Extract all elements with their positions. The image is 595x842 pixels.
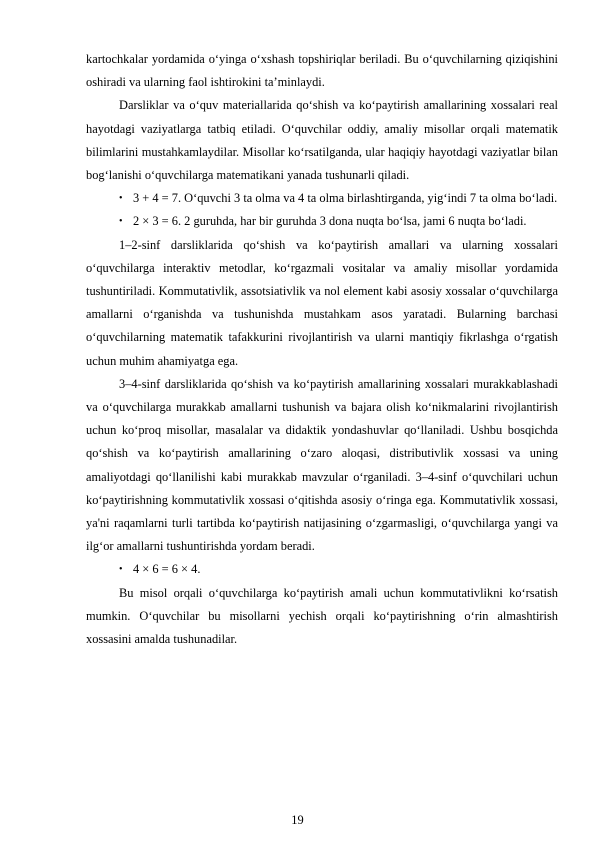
document-body: [86, 48, 558, 651]
bullet-item-multiplication-example: [86, 210, 558, 233]
bullet-icon: •: [119, 193, 123, 205]
bullet-text: 4 × 6 = 6 × 4.: [133, 562, 201, 577]
bullet-icon: •: [119, 216, 123, 228]
page-number: 19: [291, 813, 304, 827]
bullet-item-addition-example: [86, 187, 558, 210]
bullet-text: 2 × 3 = 6. 2 guruhda, har bir guruhda 3 dona nuqta bo‘lsa, jami 6 nuqta bo‘ladi.: [133, 214, 527, 229]
bullet-item-commutativity-example: [86, 558, 558, 581]
paragraph-grade-3-4: 3–4-sinf darsliklarida qo‘shish va ko‘paytirish amallarining xossalari murakkablashadi va o‘quvchilarga murakkab amallarni tushunish va bajara olish ko‘nikmalarini rivojlantirish uchun ko‘proq misollar, masalalar va didaktik yondashuvlar qo‘llaniladi. Ushbu bosqichda qo‘shish va ko‘paytirish amallarining o‘zaro aloqasi, distributivlik xossasi va uning amaliyotdagi qo‘llanilishi kabi murakkab mavzular o‘rganiladi. 3–4-sinf o‘quvchilari uchun ko‘paytirishning kommutativlik xossasi o‘qitishda asosiy o‘ringa ega. Kommutativlik xossasi, ya'ni raqamlarni turli tartibda ko‘paytirish natijasining o‘zgarmasligi, o‘quvchilarga yangi va ilg‘or amallarni tushuntirishda yordam beradi.: [86, 376, 558, 554]
paragraph-textbooks: Darsliklar va o‘quv materiallarida qo‘shish va ko‘paytirish amallarining xossalari real hayotdagi vaziyatlarga tatbiq etiladi. O‘quvchilar oddiy, amaliy misollar orqali matematik bilimlarini mustahkamlaydilar. Misollar ko‘rsatilganda, ular haqiqiy hayotdagi vaziyatlar bilan bog‘lanishi o‘quvchilarga matematikani yanada tushunarli qiladi.: [86, 98, 558, 183]
paragraph-conclusion: Bu misol orqali o‘quvchilarga ko‘paytirish amali uchun kommutativlikni ko‘rsatish mumkin. O‘quvchilar bu misollarni yechish orqali ko‘paytirishning o‘rin almashtirish xossasini amalda tushunadilar.: [86, 585, 558, 647]
bullet-text: 3 + 4 = 7. O‘quvchi 3 ta olma va 4 ta olma birlashtirganda, yig‘indi 7 ta olma bo‘ladi.: [133, 191, 558, 206]
paragraph-grade-1-2: 1–2-sinf darsliklarida qo‘shish va ko‘paytirish amallari va ularning xossalari o‘quvchilarga interaktiv metodlar, ko‘rgazmali vositalar va amaliy misollar yordamida tushuntiriladi. Kommutativlik, assotsiativlik va nol element kabi asosiy xossalar o‘quvchilarga amallarni o‘rganishda va tushunishda mustahkam asos yaratadi. Bularning barchasi o‘quvchilarning matematik tafakkurini rivojlantirish va ularni mantiqiy fikrlashga o‘rgatish uchun muhim ahamiyatga ega.: [86, 237, 558, 368]
paragraph-intro-continuation: kartochkalar yordamida o‘yinga o‘xshash topshiriqlar beriladi. Bu o‘quvchilarning qiziqishini oshiradi va ularning faol ishtirokini ta’minlaydi.: [86, 52, 558, 90]
bullet-icon: •: [119, 564, 123, 576]
